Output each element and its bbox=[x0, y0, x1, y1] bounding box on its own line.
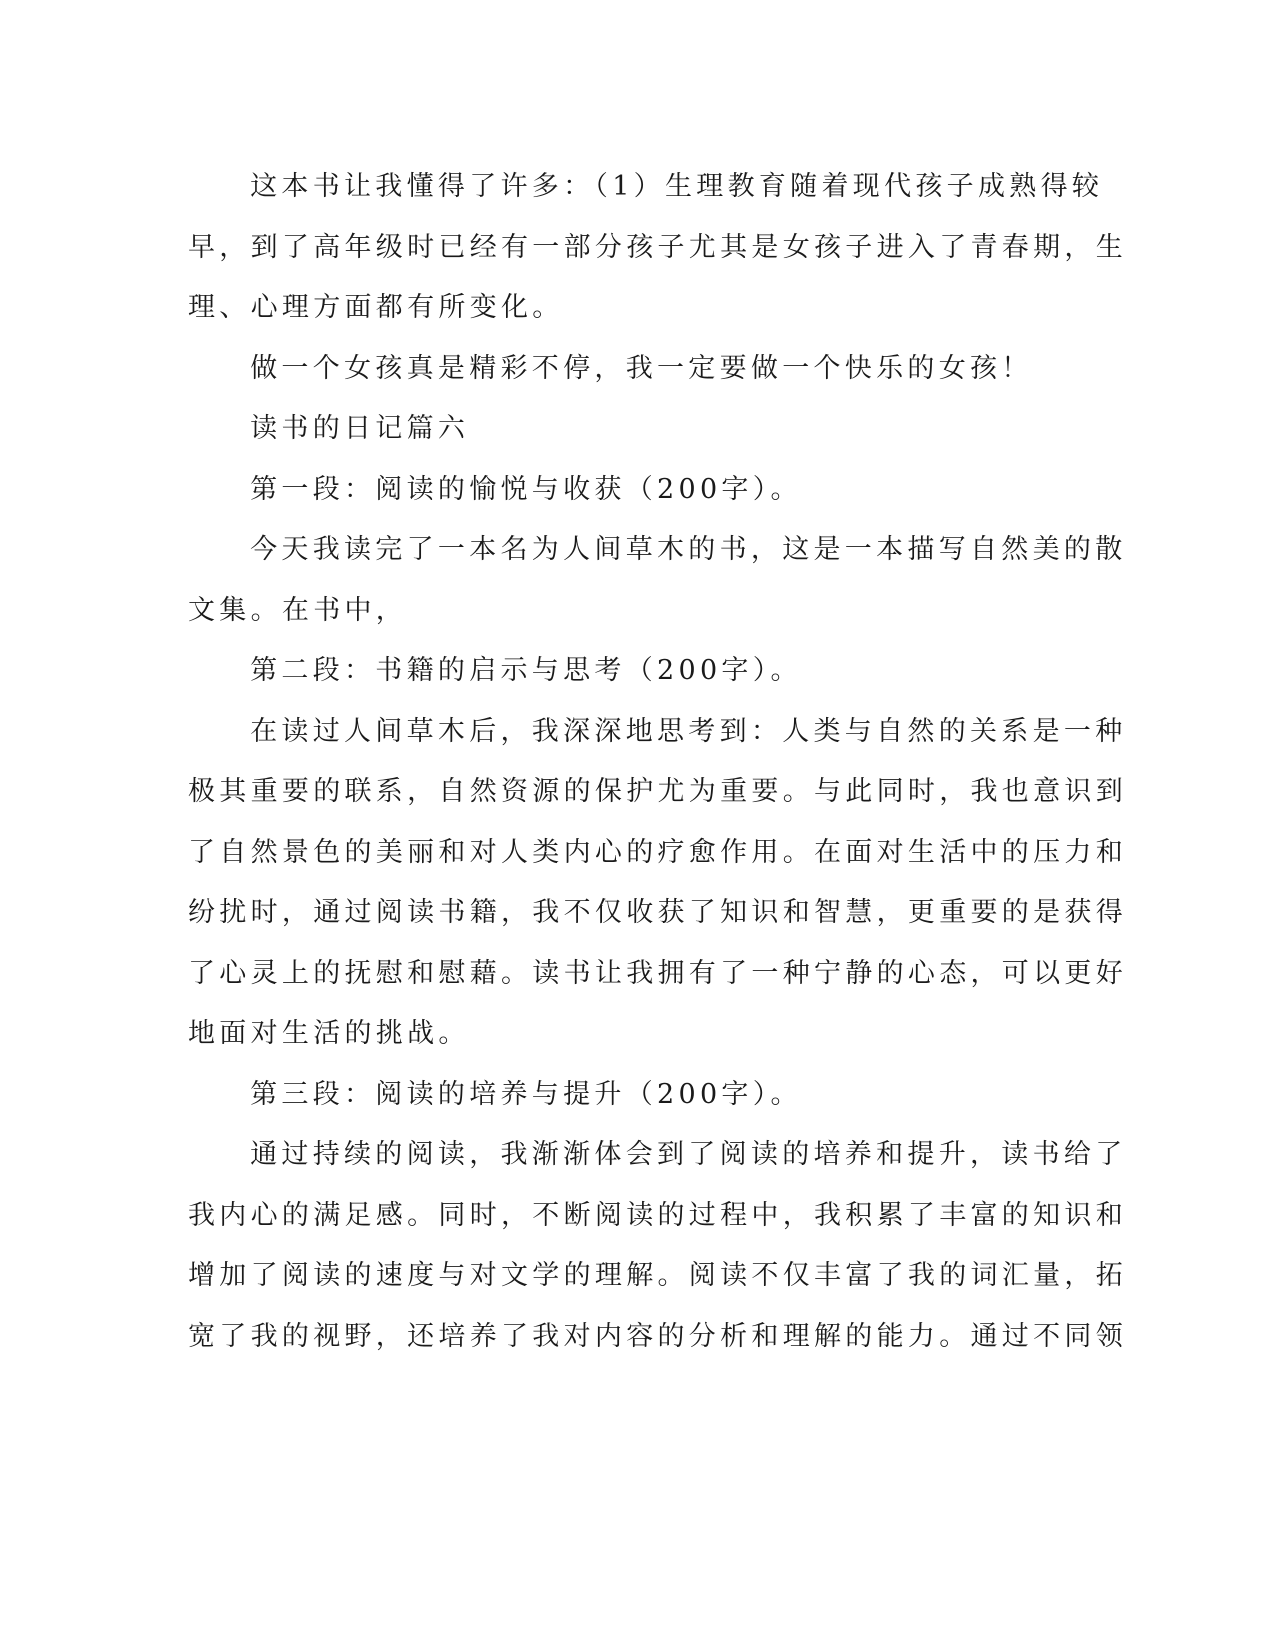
text-line: 文集。在书中， bbox=[188, 594, 408, 626]
text-line: 早，到了高年级时已经有一部分孩子尤其是女孩子进入了青春期，生 bbox=[188, 231, 1127, 263]
section-title bbox=[188, 399, 1068, 460]
text-line: 做一个女孩真是精彩不停，我一定要做一个快乐的女孩！ bbox=[250, 352, 1033, 384]
text-line: 地面对生活的挑战。 bbox=[188, 1018, 470, 1049]
text-line: 读书的日记篇六 bbox=[250, 413, 470, 444]
text-line: 纷扰时，通过阅读书籍，我不仅收获了知识和智慧，更重要的是获得 bbox=[188, 897, 1127, 928]
document-body bbox=[188, 157, 1127, 1367]
text-line: 了自然景色的美丽和对人类内心的疗愈作用。在面对生活中的压力和 bbox=[188, 836, 1127, 868]
paragraph-3 bbox=[188, 520, 1127, 641]
paragraph-2 bbox=[188, 339, 1068, 400]
paragraph-1 bbox=[188, 157, 1127, 339]
text-line: 我内心的满足感。同时，不断阅读的过程中，我积累了丰富的知识和 bbox=[188, 1199, 1127, 1231]
text-line: 增加了阅读的速度与对文学的理解。阅读不仅丰富了我的词汇量，拓 bbox=[188, 1260, 1127, 1291]
paragraph-4 bbox=[188, 702, 1127, 1065]
text-line: 第三段：阅读的培养与提升（200字）。 bbox=[250, 1078, 802, 1110]
section-heading-2 bbox=[188, 641, 1068, 702]
text-line: 极其重要的联系，自然资源的保护尤为重要。与此同时，我也意识到 bbox=[188, 776, 1127, 807]
text-line: 通过持续的阅读，我渐渐体会到了阅读的培养和提升，读书给了 bbox=[250, 1139, 1127, 1170]
text-line: 宽了我的视野，还培养了我对内容的分析和理解的能力。通过不同领 bbox=[188, 1320, 1127, 1352]
text-line: 第二段：书籍的启示与思考（200字）。 bbox=[250, 655, 802, 686]
paragraph-5 bbox=[188, 1125, 1127, 1367]
section-heading-3 bbox=[188, 1065, 1068, 1126]
text-line: 了心灵上的抚慰和慰藉。读书让我拥有了一种宁静的心态，可以更好 bbox=[188, 957, 1127, 989]
section-heading-1 bbox=[188, 460, 1068, 521]
text-line: 理、心理方面都有所变化。 bbox=[188, 292, 564, 323]
text-line: 这本书让我懂得了许多：（1）生理教育随着现代孩子成熟得较 bbox=[250, 171, 1104, 202]
text-line: 第一段：阅读的愉悦与收获（200字）。 bbox=[250, 473, 802, 505]
text-line: 今天我读完了一本名为人间草木的书，这是一本描写自然美的散 bbox=[250, 534, 1127, 565]
text-line: 在读过人间草木后，我深深地思考到：人类与自然的关系是一种 bbox=[250, 715, 1127, 747]
